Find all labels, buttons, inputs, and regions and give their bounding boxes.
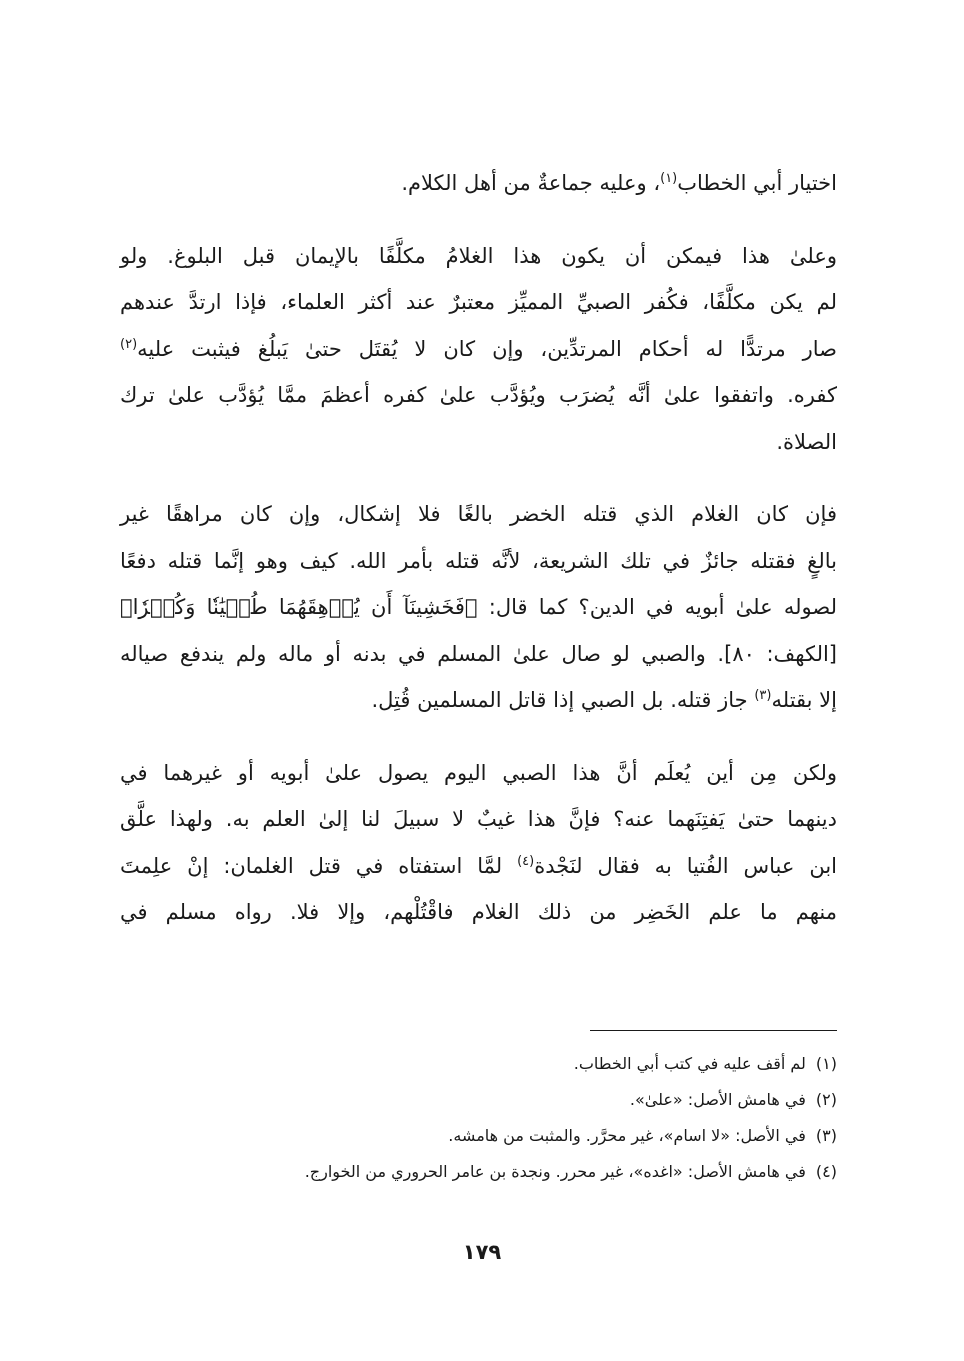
quran-verse: ﴿فَخَشِينَآ أَن يُرۡهِقَهُمَا طُغۡيَٰنٗا وَكُفۡرٗا﴾ bbox=[120, 595, 478, 619]
page-number: ١٧٩ bbox=[462, 1240, 502, 1264]
text-line: فإن كان الغلام الذي قتله الخضر بالغًا فلا إشكال، وإن كان مراهقًا غير bbox=[120, 502, 837, 526]
text-line: ولكن مِن أين يُعلَم أنَّ هذا الصبي اليوم يصول علىٰ أبويه أو غيرهما في bbox=[120, 760, 837, 785]
text-line: اختيار أبي الخطاب$^{(١)}$، وعليه جماعةٌ من أهل الكلام. bbox=[401, 171, 837, 195]
text-line: ابن عباس الفُتيا به فقال لنَجْدة$^{(٤)}$ لمَّا استفتاه في قتل الغلمان: إنْ علِمتَ bbox=[120, 853, 838, 878]
text-line: منهم ما علم الخَضِر من ذلك الغلام فاقْتُلْهم، وإلا فلا. رواه مسلم في bbox=[120, 900, 837, 924]
paragraph-4 bbox=[120, 750, 837, 936]
text-line: [الكهف: ٨٠]. والصبي لو صال علىٰ المسلم في بدنه أو ماله ولم يندفع صياله bbox=[120, 641, 837, 666]
footnote-text: في هامش الأصل: «اغده»، غير محرر. ونجدة بن عامر الحروري من الخوارج. bbox=[304, 1162, 806, 1181]
footnote-number: (٤) bbox=[815, 1162, 837, 1181]
footnote-ref-1[interactable]: (١) bbox=[660, 171, 678, 186]
text-line: كفره. واتفقوا علىٰ أنَّه يُضرَب ويُؤدَّب علىٰ كفره أعظمَ ممَّا يُؤدَّب علىٰ ترك bbox=[120, 383, 837, 407]
paragraph-3 bbox=[120, 491, 837, 724]
footnote-text: لم أقف عليه في كتب أبي الخطاب. bbox=[573, 1054, 806, 1073]
footnote-2 bbox=[120, 1082, 837, 1118]
text-line: لم يكن مكلَّفًا، فكُفر الصبيِّ المميِّز معتبرٌ عند أكثر العلماء، فإذا ارتدَّ عندهم bbox=[120, 290, 837, 314]
text-line: الصلاة. bbox=[776, 429, 837, 454]
footnote-3 bbox=[120, 1118, 837, 1154]
footnote-1 bbox=[120, 1046, 837, 1082]
text-line: لصوله علىٰ أبويه في الدين؟ كما قال: ﴿فَخَشِينَآ أَن يُرۡهِقَهُمَا طُغۡيَٰنٗا وَكُفۡرٗا﴾ bbox=[120, 595, 837, 619]
paragraph-2 bbox=[120, 233, 837, 466]
text-line: صار مرتدًّا له أحكام المرتدِّين، وإن كان لا يُقتَل حتىٰ يَبلُغ فيثبت عليه$^{(٢)}$ bbox=[120, 336, 837, 361]
text-line: بالغٍ فقتله جائزٌ في تلك الشريعة، لأنَّه قتله بأمر الله. كيف وهو إنَّما قتله دفعًا bbox=[120, 548, 837, 573]
text-line: إلا بقتله$^{(٣)}$ جاز قتله. بل الصبي إذا قاتل المسلمين قُتِل. bbox=[371, 688, 837, 712]
footnote-text: في هامش الأصل: «علىٰ». bbox=[629, 1090, 806, 1109]
text-line: دينهما حتىٰ يَفتِنَهما عنه؟ فإنَّ هذا غيبٌ لا سبيلَ لنا إلىٰ العلم به. ولهذا علَّق bbox=[120, 807, 837, 831]
footnote-ref-4[interactable]: (٤) bbox=[517, 853, 535, 869]
footnote-4 bbox=[120, 1154, 837, 1190]
footnote-number: (٢) bbox=[815, 1090, 837, 1109]
paragraph-1 bbox=[120, 160, 837, 207]
footnotes bbox=[120, 1046, 837, 1190]
footnote-ref-2[interactable]: (٢) bbox=[120, 336, 138, 352]
footnote-divider bbox=[590, 1030, 837, 1031]
footnote-text: في الأصل: «لا اسام»، غير محرَّر. والمثبت من هامشه. bbox=[448, 1126, 806, 1145]
main-text bbox=[120, 160, 837, 962]
footnote-number: (١) bbox=[815, 1054, 837, 1073]
footnote-number: (٣) bbox=[815, 1126, 837, 1145]
text-line: وعلىٰ هذا فيمكن أن يكون هذا الغلامُ مكلَّفًا بالإيمان قبل البلوغ. ولو bbox=[120, 243, 837, 268]
footnote-ref-3[interactable]: (٣) bbox=[754, 688, 772, 703]
